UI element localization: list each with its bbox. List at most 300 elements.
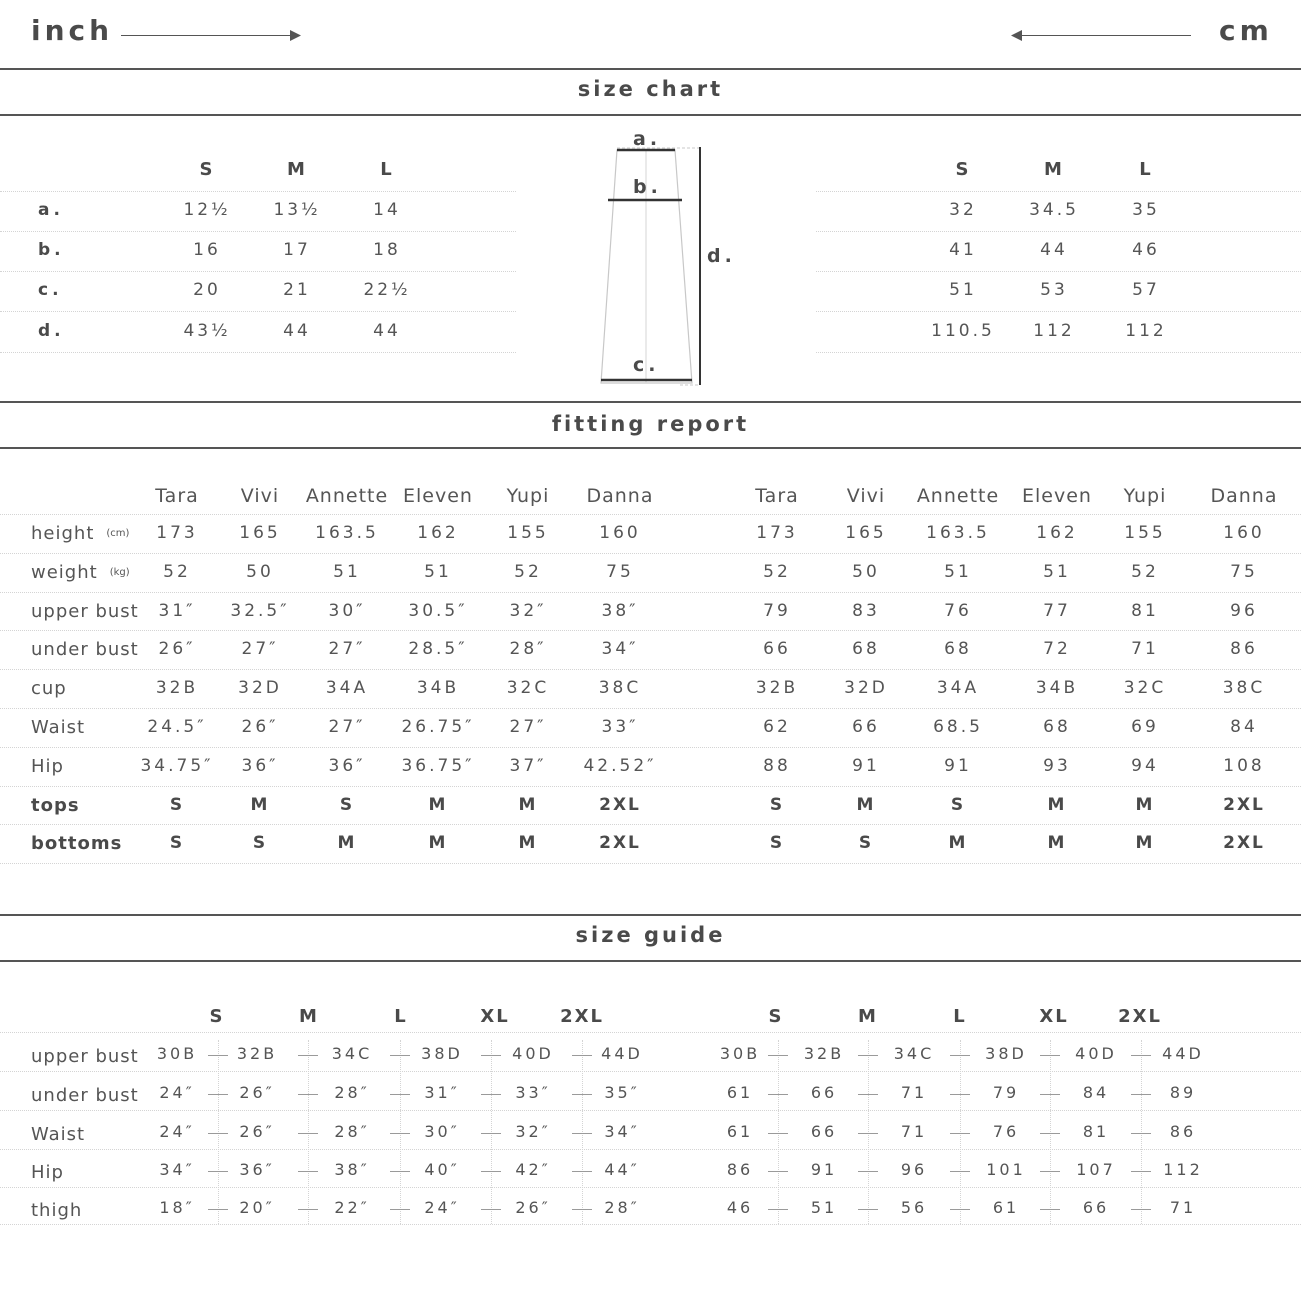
measurement-label: b.: [38, 240, 65, 260]
section-rule: [0, 114, 1301, 116]
inch-value: 44: [373, 321, 401, 341]
fitting-value-cm: 72: [1043, 639, 1071, 659]
inch-value: 22½: [363, 280, 411, 300]
inch-value: 43½: [183, 321, 231, 341]
range-dash: [950, 1094, 970, 1095]
range-dash: [1131, 1209, 1151, 1210]
guide-value-inch: 32B: [236, 1044, 278, 1063]
column-divider: [400, 1040, 401, 1224]
fitting-value-inch: 36″: [241, 756, 279, 776]
column-divider: [491, 1040, 492, 1224]
section-rule: [0, 914, 1301, 916]
size-header-inch: L: [380, 159, 394, 180]
column-divider: [308, 1040, 309, 1224]
fitting-value-cm: 84: [1230, 717, 1258, 737]
guide-value-inch: 24″: [424, 1198, 460, 1217]
fitting-value-inch: 38″: [601, 601, 639, 621]
guide-value-inch: 30B: [156, 1044, 198, 1063]
guide-size-header-cm: M: [858, 1006, 878, 1027]
guide-value-cm: 91: [810, 1160, 838, 1179]
fitting-row-label: [31, 678, 67, 699]
row-divider: [0, 824, 1301, 825]
guide-value-inch: 28″: [334, 1083, 370, 1102]
row-divider: [816, 271, 1301, 272]
row-divider: [0, 1110, 1301, 1111]
cm-value: 112: [1125, 321, 1167, 341]
fitting-value-cm: 68.5: [933, 717, 983, 737]
row-divider: [0, 1071, 1301, 1072]
guide-size-header-inch: S: [209, 1006, 225, 1027]
inch-unit-label: inch: [31, 14, 114, 47]
guide-value-cm: 38D: [985, 1044, 1027, 1063]
range-dash: [1040, 1209, 1060, 1210]
cm-value: 57: [1132, 280, 1160, 300]
range-dash: [481, 1133, 501, 1134]
range-dash: [298, 1133, 318, 1134]
fitting-value-inch: 162: [417, 523, 459, 543]
range-dash: [572, 1094, 592, 1095]
fitting-row-label-text: Hip: [31, 756, 64, 777]
row-divider: [0, 786, 1301, 787]
fitting-value-cm: M: [1135, 833, 1155, 853]
guide-value-cm: 96: [900, 1160, 928, 1179]
row-divider: [0, 592, 1301, 593]
model-name-inch: Yupi: [506, 485, 550, 507]
fitting-value-cm: 38C: [1222, 678, 1266, 698]
model-name-cm: Danna: [1210, 485, 1278, 507]
guide-size-header-cm: L: [953, 1006, 967, 1027]
fitting-row-label-text: bottoms: [31, 833, 123, 854]
fitting-value-cm: 96: [1230, 601, 1258, 621]
fitting-value-inch: 34A: [325, 678, 369, 698]
fitting-value-cm: 163.5: [926, 523, 990, 543]
guide-size-header-inch: XL: [480, 1006, 510, 1027]
fitting-value-inch: M: [428, 795, 448, 815]
fitting-value-inch: 28″: [509, 639, 547, 659]
fitting-value-inch: M: [518, 833, 538, 853]
fitting-value-inch: M: [518, 795, 538, 815]
guide-value-inch: 40D: [512, 1044, 554, 1063]
fitting-value-inch: 163.5: [315, 523, 379, 543]
inch-value: 13½: [273, 200, 321, 220]
fitting-value-cm: 51: [1043, 562, 1071, 582]
fitting-value-inch: 33″: [601, 717, 639, 737]
guide-value-inch: 34″: [604, 1122, 640, 1141]
size-chart-title: size chart: [577, 77, 724, 101]
guide-value-inch: 34″: [159, 1160, 195, 1179]
row-divider: [0, 669, 1301, 670]
model-name-inch: Eleven: [403, 485, 473, 507]
guide-value-cm: 30B: [719, 1044, 761, 1063]
range-dash: [481, 1055, 501, 1056]
fitting-value-cm: 52: [763, 562, 791, 582]
cm-value: 41: [949, 240, 977, 260]
guide-size-header-inch: M: [299, 1006, 319, 1027]
guide-value-inch: 33″: [515, 1083, 551, 1102]
row-divider: [0, 352, 516, 353]
row-divider: [0, 271, 516, 272]
guide-row-label: thigh: [31, 1200, 83, 1221]
fitting-row-label-text: cup: [31, 678, 67, 699]
inch-value: 14: [373, 200, 401, 220]
range-dash: [390, 1094, 410, 1095]
guide-size-header-inch: L: [394, 1006, 408, 1027]
fitting-value-cm: 52: [1131, 562, 1159, 582]
guide-value-inch: 28″: [604, 1198, 640, 1217]
range-dash: [1040, 1171, 1060, 1172]
range-dash: [768, 1133, 788, 1134]
range-dash: [298, 1171, 318, 1172]
range-dash: [1131, 1171, 1151, 1172]
fitting-value-inch: 27″: [241, 639, 279, 659]
row-divider: [0, 747, 1301, 748]
range-dash: [390, 1133, 410, 1134]
fitting-value-cm: 88: [763, 756, 791, 776]
row-divider: [816, 352, 1301, 353]
range-dash: [572, 1209, 592, 1210]
guide-value-cm: 66: [810, 1083, 838, 1102]
fitting-value-cm: M: [1047, 833, 1067, 853]
fitting-value-cm: 108: [1223, 756, 1265, 776]
guide-value-cm: 66: [810, 1122, 838, 1141]
model-name-cm: Vivi: [846, 485, 886, 507]
guide-value-inch: 24″: [159, 1083, 195, 1102]
fitting-value-inch: 51: [424, 562, 452, 582]
range-dash: [858, 1055, 878, 1056]
fitting-value-cm: 81: [1131, 601, 1159, 621]
cm-value: 53: [1040, 280, 1068, 300]
fitting-value-inch: 51: [333, 562, 361, 582]
guide-value-cm: 76: [992, 1122, 1020, 1141]
fitting-value-inch: 32.5″: [230, 601, 290, 621]
fitting-row-label: [31, 833, 122, 854]
model-name-inch: Annette: [305, 485, 389, 507]
guide-size-header-cm: 2XL: [1118, 1006, 1162, 1027]
fitting-value-inch: 52: [163, 562, 191, 582]
size-header-cm: M: [1044, 159, 1064, 180]
fitting-value-cm: 2XL: [1223, 795, 1265, 815]
fitting-value-inch: 75: [606, 562, 634, 582]
guide-value-inch: 32″: [515, 1122, 551, 1141]
fitting-row-label-text: under bust: [31, 639, 139, 660]
range-dash: [298, 1209, 318, 1210]
range-dash: [208, 1171, 228, 1172]
inch-value: 17: [283, 240, 311, 260]
fitting-row-label: [31, 756, 64, 777]
row-divider: [0, 191, 516, 192]
range-dash: [208, 1209, 228, 1210]
fitting-value-inch: 26″: [158, 639, 196, 659]
cm-value: 34.5: [1029, 200, 1079, 220]
cm-value: 44: [1040, 240, 1068, 260]
guide-value-inch: 35″: [604, 1083, 640, 1102]
range-dash: [858, 1209, 878, 1210]
guide-value-inch: 38″: [334, 1160, 370, 1179]
size-header-inch: S: [199, 159, 215, 180]
cm-value: 51: [949, 280, 977, 300]
range-dash: [1040, 1133, 1060, 1134]
fitting-value-inch: S: [252, 833, 268, 853]
fitting-value-inch: 173: [156, 523, 198, 543]
guide-value-cm: 107: [1076, 1160, 1116, 1179]
row-divider: [0, 708, 1301, 709]
fitting-value-cm: 86: [1230, 639, 1258, 659]
guide-value-cm: 84: [1082, 1083, 1110, 1102]
guide-value-cm: 86: [726, 1160, 754, 1179]
guide-value-cm: 101: [986, 1160, 1026, 1179]
guide-size-header-cm: S: [768, 1006, 784, 1027]
range-dash: [1040, 1055, 1060, 1056]
guide-value-inch: 26″: [239, 1083, 275, 1102]
guide-value-cm: 51: [810, 1198, 838, 1217]
fitting-value-inch: 32D: [238, 678, 282, 698]
inch-value: 20: [193, 280, 221, 300]
guide-value-inch: 42″: [515, 1160, 551, 1179]
measurement-label: d.: [38, 321, 65, 341]
guide-value-cm: 112: [1163, 1160, 1203, 1179]
size-header-cm: L: [1139, 159, 1153, 180]
guide-value-cm: 46: [726, 1198, 754, 1217]
model-name-cm: Annette: [916, 485, 1000, 507]
row-divider: [0, 1187, 1301, 1188]
fitting-value-cm: 34A: [936, 678, 980, 698]
fitting-value-cm: S: [950, 795, 966, 815]
range-dash: [950, 1055, 970, 1056]
guide-value-cm: 56: [900, 1198, 928, 1217]
fitting-row-label: [31, 639, 139, 660]
size-header-cm: S: [955, 159, 971, 180]
fitting-value-cm: M: [1047, 795, 1067, 815]
row-divider: [0, 311, 516, 312]
guide-size-header-inch: 2XL: [560, 1006, 604, 1027]
fitting-value-inch: 36″: [328, 756, 366, 776]
fitting-value-cm: S: [769, 795, 785, 815]
range-dash: [298, 1094, 318, 1095]
fitting-value-cm: 66: [852, 717, 880, 737]
fitting-value-inch: 26″: [241, 717, 279, 737]
inch-value: 16: [193, 240, 221, 260]
fitting-value-cm: 68: [944, 639, 972, 659]
row-divider: [0, 231, 516, 232]
fitting-value-cm: 93: [1043, 756, 1071, 776]
range-dash: [208, 1133, 228, 1134]
guide-value-inch: 31″: [424, 1083, 460, 1102]
model-name-cm: Tara: [755, 485, 799, 507]
fitting-value-cm: 71: [1131, 639, 1159, 659]
fitting-report-title: fitting report: [551, 412, 750, 436]
row-divider: [0, 514, 1301, 515]
range-dash: [950, 1171, 970, 1172]
fitting-value-cm: 77: [1043, 601, 1071, 621]
guide-value-cm: 61: [992, 1198, 1020, 1217]
cm-value: 112: [1033, 321, 1075, 341]
fitting-value-cm: 62: [763, 717, 791, 737]
fitting-value-inch: 32B: [155, 678, 199, 698]
fitting-value-cm: 32D: [844, 678, 888, 698]
fitting-value-cm: M: [1135, 795, 1155, 815]
inch-arrow-line: [121, 35, 293, 36]
fitting-row-label-text: tops: [31, 795, 80, 816]
fitting-value-inch: 34.75″: [140, 756, 214, 776]
fitting-value-cm: 76: [944, 601, 972, 621]
range-dash: [481, 1094, 501, 1095]
size-header-inch: M: [287, 159, 307, 180]
range-dash: [481, 1209, 501, 1210]
fitting-value-cm: 91: [852, 756, 880, 776]
measurement-label: c.: [38, 280, 63, 300]
fitting-value-cm: M: [948, 833, 968, 853]
guide-value-inch: 22″: [334, 1198, 370, 1217]
guide-value-inch: 30″: [424, 1122, 460, 1141]
measurement-label: a.: [38, 200, 64, 220]
inch-value: 44: [283, 321, 311, 341]
row-divider: [0, 1224, 1301, 1225]
fitting-value-cm: 68: [852, 639, 880, 659]
fitting-row-label-text: upper bust: [31, 601, 139, 622]
fitting-value-inch: M: [337, 833, 357, 853]
fitting-value-cm: 32B: [755, 678, 799, 698]
guide-value-cm: 61: [726, 1083, 754, 1102]
fitting-value-cm: 75: [1230, 562, 1258, 582]
model-name-cm: Yupi: [1123, 485, 1167, 507]
column-divider: [1141, 1040, 1142, 1224]
fitting-value-inch: S: [169, 795, 185, 815]
guide-value-inch: 20″: [239, 1198, 275, 1217]
column-divider: [582, 1040, 583, 1224]
range-dash: [298, 1055, 318, 1056]
fitting-value-inch: 36.75″: [401, 756, 475, 776]
fitting-value-cm: 32C: [1123, 678, 1167, 698]
guide-value-cm: 32B: [803, 1044, 845, 1063]
guide-value-inch: 44″: [604, 1160, 640, 1179]
fitting-value-cm: 91: [944, 756, 972, 776]
guide-value-inch: 26″: [239, 1122, 275, 1141]
fitting-value-cm: 66: [763, 639, 791, 659]
cm-value: 46: [1132, 240, 1160, 260]
fitting-value-cm: 2XL: [1223, 833, 1265, 853]
range-dash: [858, 1133, 878, 1134]
guide-value-inch: 34C: [331, 1044, 373, 1063]
inch-value: 12½: [183, 200, 231, 220]
column-divider: [218, 1040, 219, 1224]
fitting-value-cm: 160: [1223, 523, 1265, 543]
fitting-value-inch: 27″: [509, 717, 547, 737]
fitting-value-inch: 32C: [506, 678, 550, 698]
range-dash: [768, 1171, 788, 1172]
column-divider: [868, 1040, 869, 1224]
fitting-value-inch: 2XL: [599, 795, 641, 815]
guide-value-inch: 44D: [601, 1044, 643, 1063]
fitting-value-inch: S: [169, 833, 185, 853]
cm-value: 35: [1132, 200, 1160, 220]
guide-value-cm: 71: [900, 1122, 928, 1141]
fitting-value-inch: 2XL: [599, 833, 641, 853]
row-divider: [816, 311, 1301, 312]
guide-value-cm: 61: [726, 1122, 754, 1141]
fitting-value-inch: 31″: [158, 601, 196, 621]
guide-value-cm: 66: [1082, 1198, 1110, 1217]
fitting-value-cm: 162: [1036, 523, 1078, 543]
fitting-row-unit: (cm): [106, 528, 130, 539]
range-dash: [1040, 1094, 1060, 1095]
fitting-value-inch: M: [250, 795, 270, 815]
range-dash: [572, 1055, 592, 1056]
guide-value-inch: 24″: [159, 1122, 195, 1141]
row-divider: [816, 191, 1301, 192]
fitting-value-cm: 173: [756, 523, 798, 543]
inch-value: 21: [283, 280, 311, 300]
fitting-value-inch: 27″: [328, 639, 366, 659]
guide-value-cm: 79: [992, 1083, 1020, 1102]
range-dash: [208, 1055, 228, 1056]
fitting-value-cm: S: [858, 833, 874, 853]
guide-row-label: Hip: [31, 1162, 64, 1183]
fitting-value-inch: 34B: [416, 678, 460, 698]
cm-value: 110.5: [931, 321, 995, 341]
range-dash: [390, 1209, 410, 1210]
range-dash: [390, 1171, 410, 1172]
fitting-row-label-text: weight: [31, 562, 98, 583]
guide-value-inch: 28″: [334, 1122, 370, 1141]
section-rule: [0, 960, 1301, 962]
cm-unit-label: cm: [1219, 14, 1273, 47]
row-divider: [0, 1149, 1301, 1150]
diagram-label-d: d.: [707, 245, 736, 267]
fitting-row-label: [31, 601, 139, 622]
diagram-label-b: b.: [633, 176, 662, 198]
fitting-value-cm: 68: [1043, 717, 1071, 737]
guide-value-cm: 34C: [893, 1044, 935, 1063]
fitting-row-label-text: height: [31, 523, 95, 544]
guide-row-label: upper bust: [31, 1046, 139, 1067]
range-dash: [858, 1171, 878, 1172]
fitting-value-cm: M: [856, 795, 876, 815]
guide-value-cm: 40D: [1075, 1044, 1117, 1063]
fitting-row-label: [31, 523, 129, 544]
fitting-value-inch: 24.5″: [147, 717, 207, 737]
range-dash: [390, 1055, 410, 1056]
fitting-value-inch: S: [339, 795, 355, 815]
row-divider: [816, 231, 1301, 232]
cm-arrow-line: [1019, 35, 1191, 36]
fitting-row-label: [31, 562, 130, 583]
range-dash: [208, 1094, 228, 1095]
range-dash: [768, 1055, 788, 1056]
guide-value-cm: 71: [900, 1083, 928, 1102]
fitting-value-cm: 51: [944, 562, 972, 582]
guide-row-label: Waist: [31, 1124, 86, 1145]
column-divider: [1050, 1040, 1051, 1224]
guide-row-label: under bust: [31, 1085, 139, 1106]
range-dash: [1131, 1133, 1151, 1134]
fitting-value-cm: 50: [852, 562, 880, 582]
fitting-value-cm: 165: [845, 523, 887, 543]
model-name-inch: Tara: [155, 485, 199, 507]
guide-value-inch: 36″: [239, 1160, 275, 1179]
fitting-value-inch: 27″: [328, 717, 366, 737]
fitting-value-cm: 155: [1124, 523, 1166, 543]
guide-value-cm: 86: [1169, 1122, 1197, 1141]
range-dash: [858, 1094, 878, 1095]
fitting-row-unit: (kg): [109, 567, 130, 578]
fitting-value-inch: 30″: [328, 601, 366, 621]
fitting-value-cm: 79: [763, 601, 791, 621]
fitting-value-inch: 42.52″: [583, 756, 657, 776]
fitting-value-inch: 38C: [598, 678, 642, 698]
fitting-row-label: [31, 717, 85, 738]
range-dash: [768, 1094, 788, 1095]
guide-value-cm: 44D: [1162, 1044, 1204, 1063]
